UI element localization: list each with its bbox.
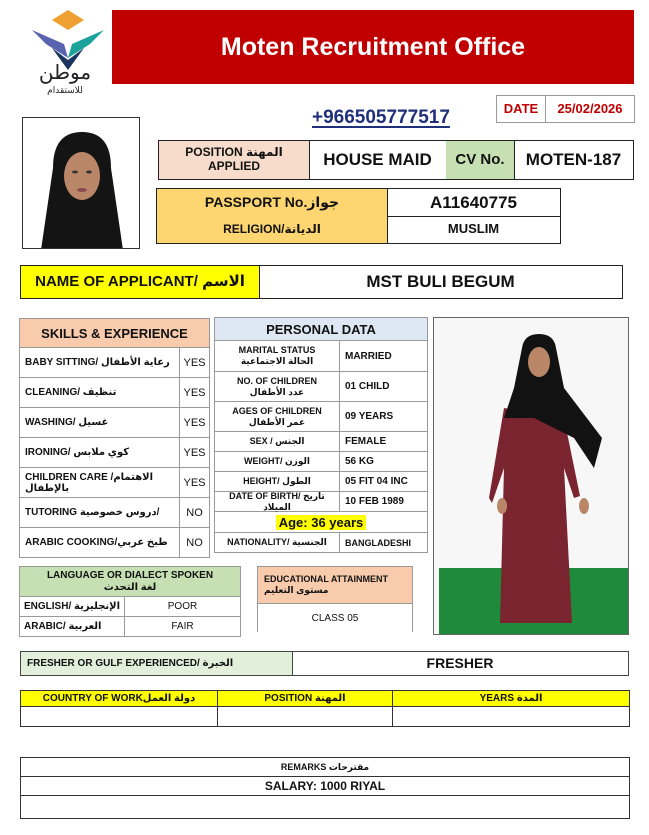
skill-value: NO <box>186 536 203 549</box>
full-body-figure-icon <box>434 318 629 635</box>
date-label: DATE <box>496 95 546 123</box>
personal-row <box>214 402 428 432</box>
personal-row <box>214 432 428 452</box>
skill-label: BABY SITTING/ رعاية الأطفال <box>20 348 180 377</box>
skill-label: CHILDREN CARE /الاهتمام بالإطفال <box>20 468 180 497</box>
personal-label: SEX / الجنس <box>215 432 340 451</box>
personal-row <box>214 472 428 492</box>
language-row <box>19 597 241 617</box>
education-table <box>257 566 413 632</box>
skill-label: TUTORING دروس خصوصية/ <box>20 498 180 527</box>
years-header: YEARS المدة <box>479 693 543 704</box>
skill-row <box>19 438 210 468</box>
logo-arabic-text: موطن <box>38 60 92 84</box>
position-applied-value: HOUSE MAID <box>309 140 447 180</box>
skill-value: YES <box>183 386 206 399</box>
logo-arabic-subtext: للاستقدام <box>47 86 83 96</box>
personal-value: 56 KG <box>345 456 374 467</box>
skill-label: ARABIC COOKING/طبخ عربي <box>20 528 180 557</box>
skill-row <box>19 468 210 498</box>
experience-value: FRESHER <box>292 651 629 676</box>
skills-table <box>19 318 210 558</box>
applicant-name-value: MST BULI BEGUM <box>259 265 623 299</box>
nationality-value: BANGLADESHI <box>345 537 412 548</box>
work-history-row <box>20 707 630 727</box>
nationality-label: NATIONALITY/ الجنسية <box>215 533 340 552</box>
experience-label: FRESHER OR GULF EXPERIENCED/ الخبرة <box>20 651 293 676</box>
education-title-arabic: مستوى التعليم <box>264 585 329 595</box>
personal-label: HEIGHT/ الطول <box>215 472 340 491</box>
portrait-figure-icon <box>23 118 140 249</box>
personal-value: 05 FIT 04 INC <box>345 476 408 487</box>
language-header <box>19 566 241 597</box>
work-history-header-row <box>20 690 630 707</box>
passport-value: A11640775 <box>387 188 561 217</box>
personal-value: 10 FEB 1989 <box>345 496 404 507</box>
personal-label: AGES OF CHILDREN <box>232 405 322 416</box>
education-value: CLASS 05 <box>257 604 413 632</box>
remarks-empty-row <box>20 796 630 819</box>
personal-value: MARRIED <box>345 350 392 362</box>
language-row <box>19 617 241 637</box>
remarks-header: REMARKS مقترحات <box>20 757 630 777</box>
skill-row <box>19 378 210 408</box>
skills-header: SKILLS & EXPERIENCE <box>19 318 210 348</box>
personal-row <box>214 341 428 372</box>
language-label: ENGLISH/ الإنجليزية <box>20 597 125 616</box>
position-cell <box>218 707 393 726</box>
personal-row <box>214 533 428 553</box>
personal-label: MARITAL STATUS <box>238 345 316 356</box>
language-title-arabic: لغة التحدث <box>103 581 157 593</box>
skill-row <box>19 348 210 378</box>
skill-value: NO <box>186 506 203 519</box>
skill-label: WASHING/ غسيل <box>20 408 180 437</box>
office-title-banner: Moten Recruitment Office <box>112 10 634 84</box>
personal-value: FEMALE <box>345 436 387 447</box>
cv-number-label: CV No. <box>446 140 515 180</box>
language-table <box>19 566 241 637</box>
skill-value: YES <box>183 446 206 459</box>
passport-label: PASSPORT No.جواز <box>156 188 388 217</box>
personal-data-table <box>214 317 428 553</box>
language-title: LANGUAGE OR DIALECT SPOKEN <box>46 569 214 581</box>
personal-label: DATE OF BIRTH/ تاريخ الميلاد <box>215 492 340 511</box>
personal-label-arabic: الحالة الاجتماعية <box>240 356 314 366</box>
applicant-name-label: NAME OF APPLICANT/ الاسم <box>20 265 260 299</box>
skill-value: YES <box>183 356 206 369</box>
position-applied-label: POSITION المهنة APPLIED <box>158 140 310 180</box>
personal-row <box>214 492 428 512</box>
personal-value: 01 CHILD <box>345 381 390 392</box>
skill-label: IRONING/ كوي ملابس <box>20 438 180 467</box>
education-title: EDUCATIONAL ATTAINMENT <box>264 574 388 585</box>
cv-number-value: MOTEN-187 <box>514 140 634 180</box>
personal-data-header: PERSONAL DATA <box>214 317 428 341</box>
skill-row <box>19 408 210 438</box>
work-history-table <box>20 690 630 727</box>
personal-value: 09 YEARS <box>345 411 394 422</box>
language-value: POOR <box>167 601 198 612</box>
salary-remark: SALARY: 1000 RIYAL <box>20 777 630 796</box>
date-value: 25/02/2026 <box>545 95 635 123</box>
age-value: Age: 36 years <box>276 515 367 530</box>
personal-label-arabic: عمر الأطفال <box>248 416 306 427</box>
age-row <box>214 512 428 533</box>
education-header <box>257 566 413 604</box>
language-value: FAIR <box>171 621 194 632</box>
phone-link[interactable]: +966505777517 <box>312 107 450 128</box>
position-header: POSITION المهنة <box>218 691 393 706</box>
personal-label: NO. OF CHILDREN <box>237 375 317 386</box>
personal-label-arabic: عدد الأطفال <box>249 386 305 397</box>
personal-row <box>214 372 428 402</box>
portrait-photo <box>22 117 140 249</box>
skill-row <box>19 498 210 528</box>
personal-label: WEIGHT/ الوزن <box>215 452 340 471</box>
country-of-work-header: COUNTRY OF WORKدولة العمل <box>21 691 218 706</box>
skill-value: YES <box>183 416 206 429</box>
full-body-photo <box>433 317 629 635</box>
remarks-table <box>20 757 630 819</box>
skill-label: CLEANING/ تنظيف <box>20 378 180 407</box>
religion-label: RELIGION/الديانة <box>156 216 388 244</box>
skill-value: YES <box>183 476 206 489</box>
personal-row <box>214 452 428 472</box>
language-label: ARABIC/ العربية <box>20 617 125 636</box>
country-of-work-cell <box>21 707 218 726</box>
religion-value: MUSLIM <box>387 216 561 244</box>
skill-row <box>19 528 210 558</box>
years-cell <box>393 707 629 726</box>
